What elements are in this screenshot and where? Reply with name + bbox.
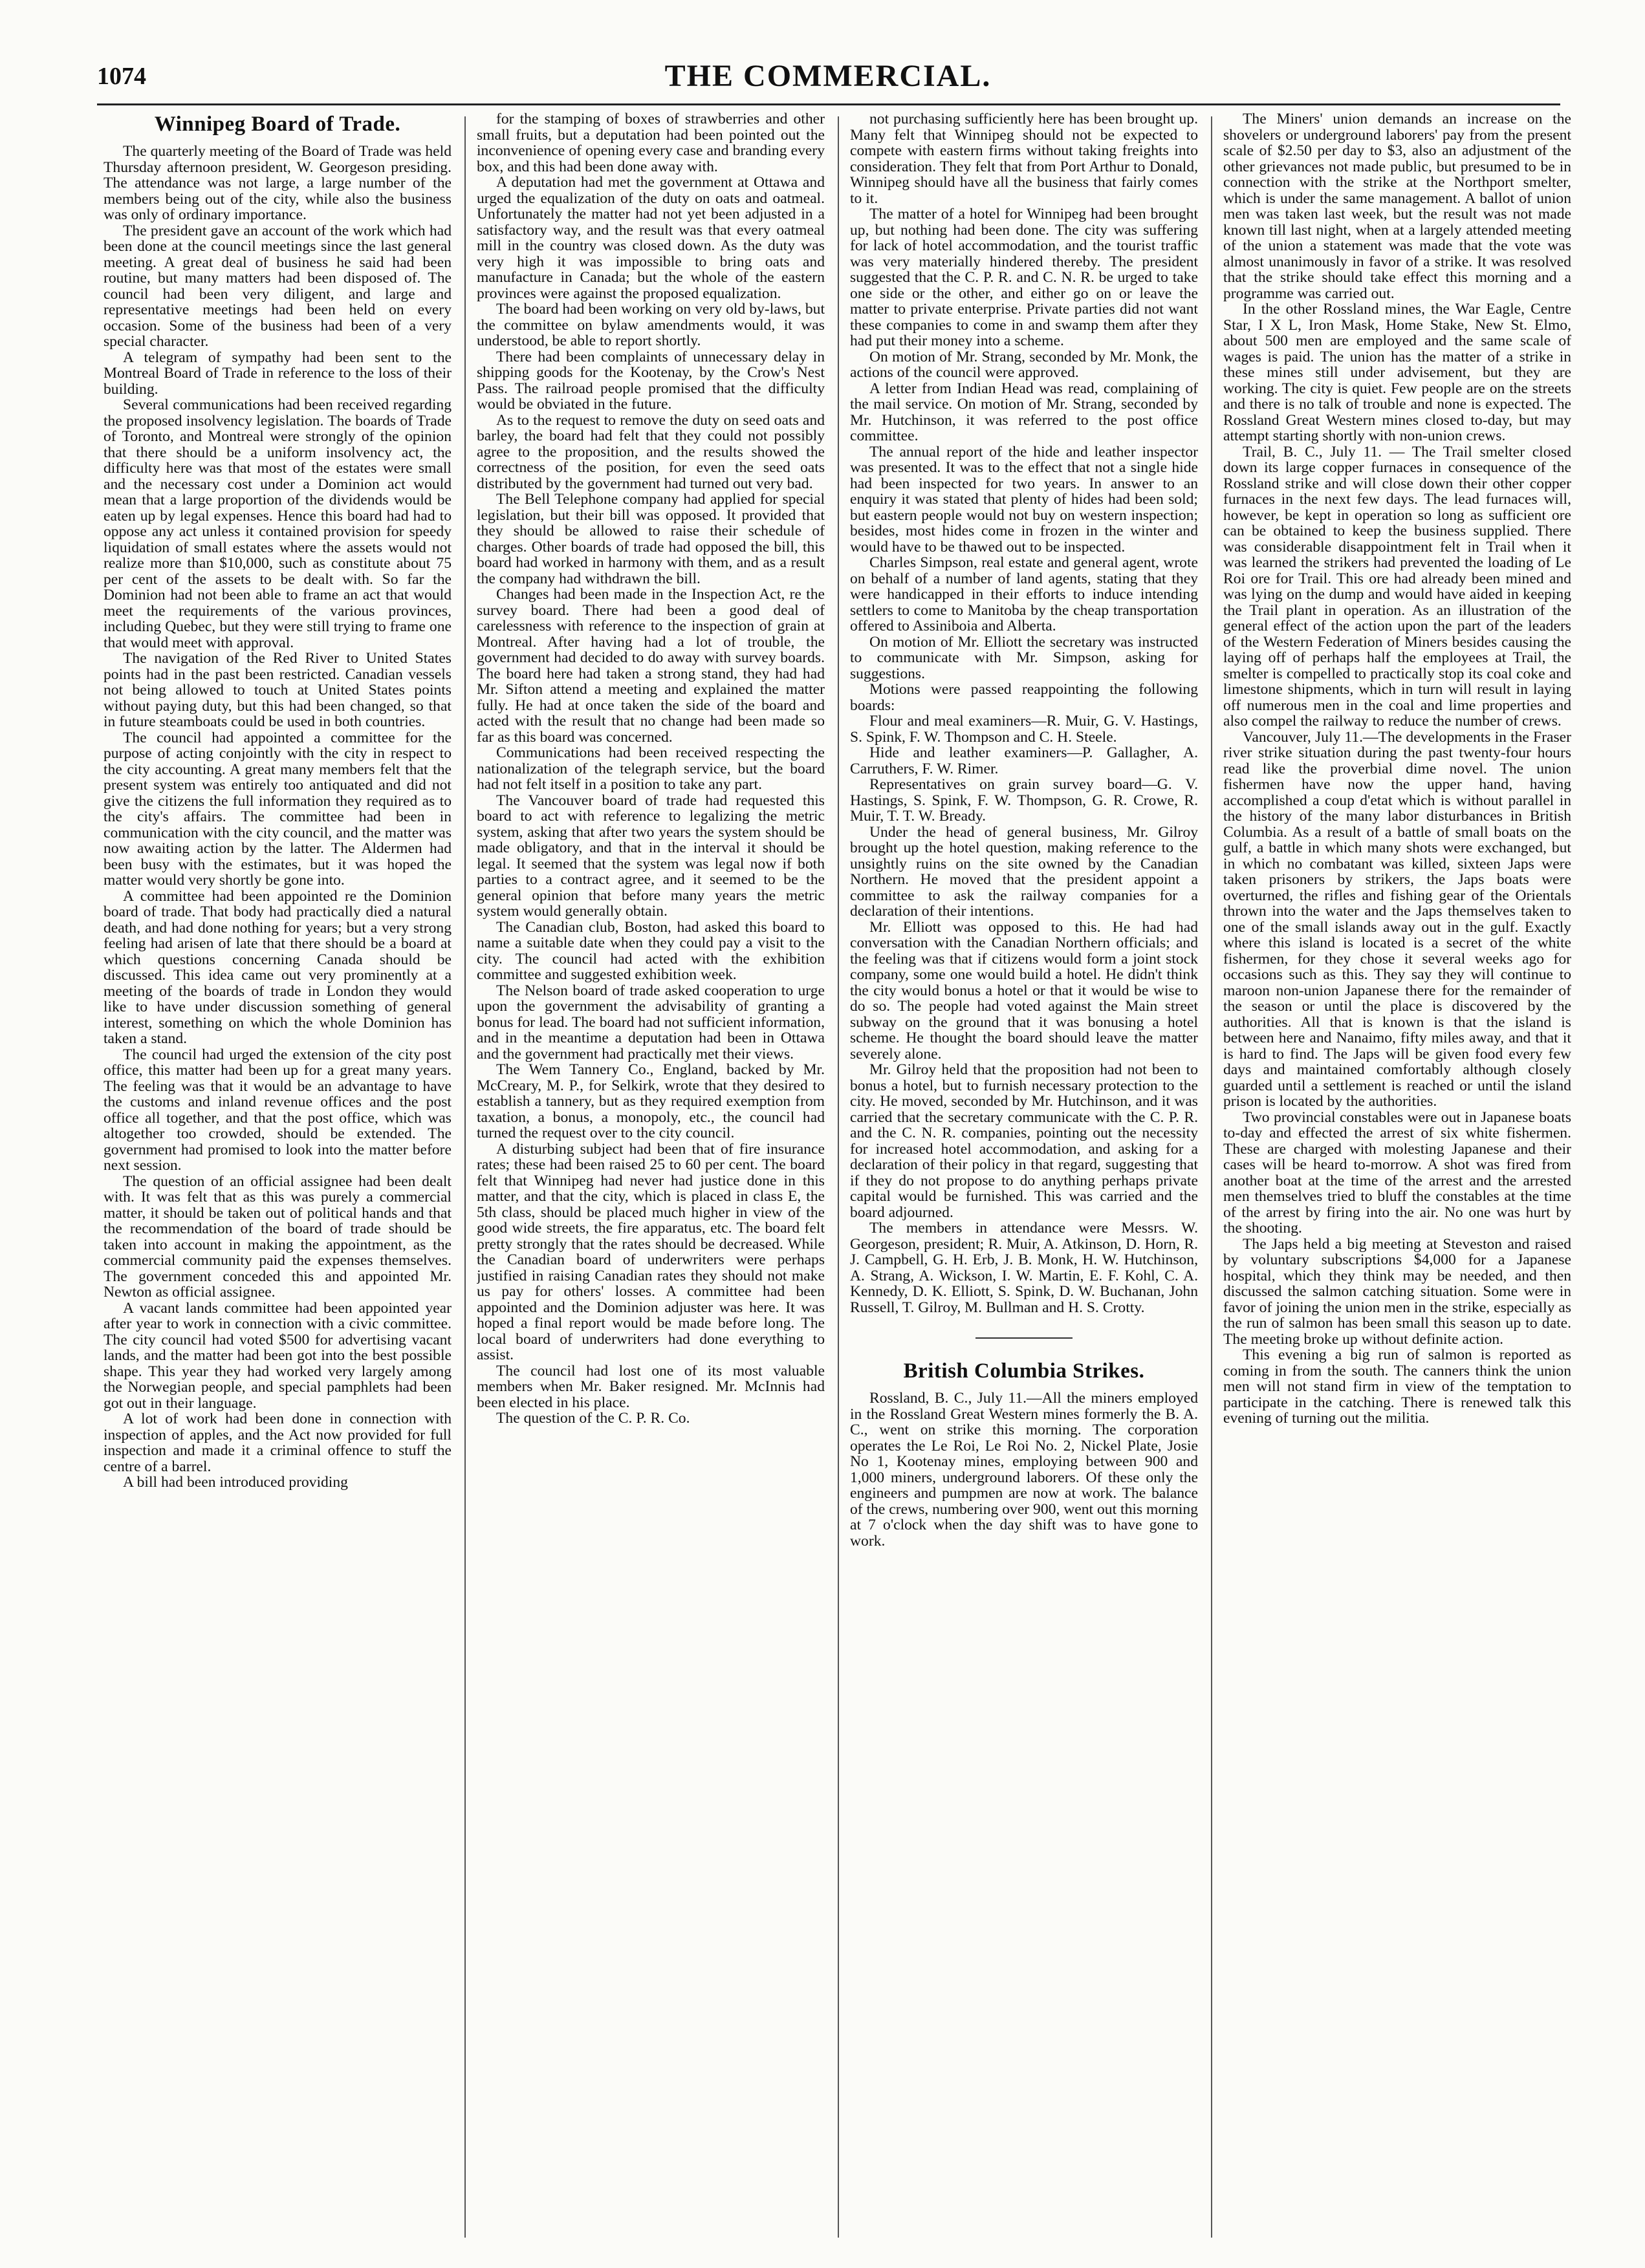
paragraph: As to the request to remove the duty on seed oats and barley, the board had felt that they could not possibly agree to the proposition, and the results showed the correctness of the position, for even the seed oats distributed by the government had turned out very bad.: [477, 411, 825, 492]
paragraph: A lot of work had been done in connection with inspection of apples, and the Act now provided for full inspection and made it a criminal offence to stuff the centre of a barrel.: [103, 1410, 452, 1475]
paragraph: A telegram of sympathy had been sent to the Montreal Board of Trade in reference to the loss of their building.: [103, 349, 452, 398]
paragraph: This evening a big run of salmon is reported as coming in from the south. The canners think the union men will not stand firm in view of the temptation to participate in the catching. There is renewed talk this evening of turning out the militia.: [1223, 1346, 1571, 1427]
paragraph: The annual report of the hide and leather inspector was presented. It was to the effect that not a single hide had been inspected for two years. In answer to an enquiry it was stated that plenty of hides had been sold; but eastern people would not buy on western inspection; besides, most hides come in frozen in the winter and would have to be thawed out to be inspected.: [850, 443, 1198, 556]
column-3: [850, 111, 1198, 2245]
paragraph: Rossland, B. C., July 11.—All the miners employed in the Rossland Great Western mines formerly the B. A. C., went on strike this morning. The corporation operates the Le Roi, Le Roi No. 2, Nickel Plate, Josie No 1, Kootenay mines, employing between 900 and 1,000 miners, underground laborers. Of these only the engineers and pumpmen are now at work. The balance of the crews, numbering over 900, went out this morning at 7 o'clock when the day shift was to have gone to work.: [850, 1390, 1198, 1550]
paragraph: A disturbing subject had been that of fire insurance rates; these had been raised 25 to 60 per cent. The board felt that Winnipeg had never had justice done in this matter, and that the city, which is placed in class E, the 5th class, should be placed much higher in view of the good wide streets, the fire apparatus, etc. The board felt pretty strongly that the rates should be decreased. While the Canadian board of underwriters were perhaps justified in raising Canadian rates they should not make us pay for others' losses. A committee had been appointed and the Dominion adjuster was here. It was hoped a final report would be made before long. The local board of underwriters had done everything to assist.: [477, 1140, 825, 1363]
paragraph: Trail, B. C., July 11. — The Trail smelter closed down its large copper furnaces in consequence of the Rossland strike and will close down their other copper furnaces in the next few days. The lead furnaces will, however, be kept in operation so long as sufficient ore can be obtained to keep the business supplied. There was considerable disappointment felt in Trail when it was learned the strikers had prevented the loading of Le Roi ore for Trail. This ore had already been mined and was lying on the dump and would have aided in keeping the Trail plant in operation. As an illustration of the general effect of the action upon the part of the leaders of the Western Federation of Miners besides causing the laying off of perhaps half the employees at Trail, the smelter is compelled to practically stop its coal coke and limestone shipments, which in turn will result in laying off numerous men in the coal and lime properties and also compel the railway to reduce the number of crews.: [1223, 443, 1571, 729]
paragraph: The council had urged the extension of the city post office, this matter had been up for a great many years. The feeling was that it would be an advantage to have the customs and inland revenue offices and the post office all together, and that the post office, which was altogether too crowded, should be extended. The government had promised to look into the matter before next session.: [103, 1046, 452, 1174]
paragraph: There had been complaints of unnecessary delay in shipping goods for the Kootenay, by the Crow's Nest Pass. The railroad people promised that the difficulty would be obviated in the future.: [477, 348, 825, 413]
paragraph: for the stamping of boxes of strawberries and other small fruits, but a deputation had been pointed out the inconvenience of opening every case and branding every box, and this had been done away with.: [477, 111, 825, 175]
paragraph: The Canadian club, Boston, had asked this board to name a suitable date when they could pay a visit to the city. The council had acted with the exhibition committee and suggested exhibition week.: [477, 918, 825, 983]
paragraph: A deputation had met the government at Ottawa and urged the equalization of the duty on oats and oatmeal. Unfortunately the matter had not yet been adjusted in a satisfactory way, and the result was that every oatmeal mill in the country was closed down. As the duty was very high it was impossible to bring oats and manufacture in Canada; but the whole of the eastern provinces were against the proposed equalization.: [477, 174, 825, 302]
header-rule: [97, 103, 1560, 105]
paragraph: Mr. Gilroy held that the proposition had not been to bonus a hotel, but to furnish necessary protection to the city. He moved, seconded by Mr. Hutchinson, and it was carried that the secretary communicate with the C. P. R. and the C. N. R. companies, pointing out the necessity for increased hotel accommodation, and asking for a declaration of their policy in that regard, suggesting that if they do not propose to do anything perhaps private capital would be furnished. This was carried and the board adjourned.: [850, 1061, 1198, 1221]
paragraph: The board had been working on very old by-laws, but the committee on bylaw amendments would, it was understood, be able to report shortly.: [477, 301, 825, 349]
article-heading: Winnipeg Board of Trade.: [154, 113, 401, 136]
paragraph: Under the head of general business, Mr. Gilroy brought up the hotel question, making reference to the unsightly ruins on the site owned by the Canadian Northern. He moved that the president appoint a committee to ask the railway companies for a declaration of their intentions.: [850, 823, 1198, 920]
paragraph: The Vancouver board of trade had requested this board to act with reference to legalizing the metric system, asking that after two years the system should be made obligatory, and that in the interval it should be legal. It seemed that the system was legal now if both parties to a contract agree, and it seemed to be the general opinion that before many years the metric system would generally obtain.: [477, 792, 825, 920]
column-divider: [1211, 116, 1212, 2238]
paragraph: The Japs held a big meeting at Steveston and raised by voluntary subscriptions $4,000 for a Japanese hospital, which they think may be needed, and then discussed the salmon catching situation. Some were in favor of joining the union men in the strike, especially as the run of salmon has been small this season up to date. The meeting broke up without definite action.: [1223, 1235, 1571, 1348]
article-heading: British Columbia Strikes.: [903, 1359, 1145, 1383]
paragraph: Mr. Elliott was opposed to this. He had had conversation with the Canadian Northern officials; and the feeling was that if citizens would form a joint stock company, some one would build a hotel. He didn't think the city would bonus a hotel or that it would be wise to do so. The people had voted against the Main street subway on the ground that it was bonusing a hotel scheme. He thought the board should leave the matter severely alone.: [850, 918, 1198, 1063]
paragraph: Several communications had been received regarding the proposed insolvency legislation. The boards of Trade of Toronto, and Montreal were strongly of the opinion that there should be a uniform insolvency act, the difficulty here was that most of the estates were small and the necessary cost under a Dominion act would mean that a large proportion of the dividends would be eaten up by legal expenses. Hence this board had had to oppose any act unless it contained provision for speedy liquidation of small estates where the assets would not realize more than $10,000, such as constitute about 75 per cent of the assets to be dealt with. So far the Dominion had not been able to frame an act that would meet the requirements of the various provinces, including Quebec, but they were still trying to frame one that would meet with approval.: [103, 396, 452, 651]
paragraph: In the other Rossland mines, the War Eagle, Centre Star, I X L, Iron Mask, Home Stake, New St. Elmo, about 500 men are employed and the same scale of wages is paid. The union has the matter of a strike in these mines still under advisement, but they are working. The city is quiet. Few people are on the streets and there is no talk of trouble and none is expected. The Rossland Great Western mines closed to-day, but may attempt starting shortly with non-union crews.: [1223, 301, 1571, 444]
paragraph: The Nelson board of trade asked cooperation to urge upon the government the advisability of granting a bonus for lead. The board had not sufficient information, and in the meantime a deputation had been in Ottawa and the government had practically met their views.: [477, 982, 825, 1063]
paragraph: Charles Simpson, real estate and general agent, wrote on behalf of a number of land agents, stating that they were handicapped in their efforts to induce intending settlers to come to Manitoba by the cheap transportation offered to Assiniboia and Alberta.: [850, 554, 1198, 634]
paragraph: On motion of Mr. Strang, seconded by Mr. Monk, the actions of the council were approved.: [850, 348, 1198, 381]
paragraph: Vancouver, July 11.—The developments in the Fraser river strike situation during the past twenty-four hours read like the proverbial dime novel. The union fishermen have now the upper hand, having accomplished a coup d'etat which is without parallel in the history of the many labor disturbances in British Columbia. As a result of a battle of small boats on the gulf, a battle in which many shots were exchanged, but in which no combatant was killed, sixteen Japs were taken prisoners by strikers, the Japs boats were overturned, the rifles and fishing gear of the Orientals thrown into the water and the Japs themselves taken to one of the small islands away out in the gulf. Exactly where this island is located is a secret of the white fishermen, for they chose it several weeks ago for occasions such as this. They say they will continue to maroon non-union Japanese there for the remainder of the season or until the place is discovered by the authorities. All that is known is that the island is between here and Nanaimo, fifty miles away, and that it is hard to find. The Japs will be given food every few days and maintained comfortably although closely guarded until a settlement is reached or until the island prison is located by the authorities.: [1223, 728, 1571, 1110]
paragraph: A vacant lands committee had been appointed year after year to work in connection with a civic committee. The city council had voted $500 for advertising vacant lands, and the matter had been got into the best possible shape. This year they had worked very largely among the Norwegian people, and special pamphlets had been got out in their language.: [103, 1299, 452, 1412]
paragraph: Flour and meal examiners—R. Muir, G. V. Hastings, S. Spink, F. W. Thompson and C. H. Steele.: [850, 713, 1198, 746]
paragraph: The Wem Tannery Co., England, backed by Mr. McCreary, M. P., for Selkirk, wrote that they desired to establish a tannery, but as they required exemption from taxation, a bonus, a monopoly, etc., the council had turned the request over to the city council.: [477, 1061, 825, 1141]
page-header: [97, 56, 1559, 101]
paragraph: The council had lost one of its most valuable members when Mr. Baker resigned. Mr. McInnis had been elected in his place.: [477, 1362, 825, 1411]
paragraph: Motions were passed reappointing the following boards:: [850, 681, 1198, 714]
column-divider: [838, 116, 839, 2238]
paragraph: Two provincial constables were out in Japanese boats to-day and effected the arrest of six white fishermen. These are charged with molesting Japanese and their cases will be heard to-morrow. A shot was fired from another boat at the time of the arrest and the arrested men themselves tried to bluff the constables at the time of the arrest by firing into the air. No one was hurt by the shooting.: [1223, 1108, 1571, 1237]
paragraph: The question of an official assignee had been dealt with. It was felt that as this was purely a commercial matter, it should be taken out of political hands and that the recommendation of the board of trade should be taken into account in making the appointment, as the commercial community paid the expenses themselves. The government conceded this and appointed Mr. Newton as official assignee.: [103, 1172, 452, 1301]
paragraph: The president gave an account of the work which had been done at the council meetings since the last general meeting. A great deal of business he said had been routine, but many matters had been disposed of. The council had been very diligent, and large and representative meetings had been held on every occasion. Some of the business had been of a very special character.: [103, 222, 452, 350]
paragraph: The members in attendance were Messrs. W. Georgeson, president; R. Muir, A. Atkinson, D. Horn, R. J. Campbell, G. H. Erb, J. B. Monk, H. W. Hutchinson, A. Strang, A. Wickson, I. W. Martin, E. F. Kohl, C. A. Kennedy, D. K. Elliott, S. Spink, D. W. Buchanan, John Russell, T. Gilroy, M. Bullman and H. S. Crotty.: [850, 1220, 1198, 1316]
paragraph: Changes had been made in the Inspection Act, re the survey board. There had been a good deal of carelessness with reference to the inspection of grain at Montreal. After having had a lot of trouble, the government had decided to do away with survey boards. The board here had taken a strong stand, they had had Mr. Sifton attend a meeting and explained the matter fully. He had at once taken the side of the board and acted with the result that no change had been made so far as this board was concerned.: [477, 586, 825, 746]
paragraph: A letter from Indian Head was read, complaining of the mail service. On motion of Mr. Strang, seconded by Mr. Hutchinson, it was referred to the post office committee.: [850, 380, 1198, 444]
paragraph: Communications had been received respecting the nationalization of the telegraph service, but the board had not felt itself in a position to take any part.: [477, 744, 825, 793]
paragraph: Hide and leather examiners—P. Gallagher, A. Carruthers, F. W. Rimer.: [850, 744, 1198, 777]
paragraph: A bill had been introduced providing: [123, 1474, 348, 1491]
paragraph: The council had appointed a committee for the purpose of acting conjointly with the city in respect to the city accounting. A great many members felt that the present system was entirely too antiquated and did not give the citizens the full information they required as to the city's affairs. The committee had been in communication with the city council, and the matter was now awaiting action by the latter. The Aldermen had been busy with the estimates, but it was hoped the matter would very shortly be gone into.: [103, 729, 452, 889]
column-1: [103, 111, 452, 2245]
paragraph: The navigation of the Red River to United States points had in the past been restricted. Canadian vessels not being allowed to touch at United States points without paying duty, but this had been changed, so that in future steamboats could be used in both countries.: [103, 650, 452, 730]
paragraph: The quarterly meeting of the Board of Trade was held Thursday afternoon president, W. Georgeson presiding. The attendance was not large, a large number of the members being out of the city, while also the business was only of ordinary importance.: [103, 143, 452, 223]
paragraph: A committee had been appointed re the Dominion board of trade. That body had practically died a natural death, and had done nothing for years; but a very strong feeling had arisen of late that there should be a board at which questions concerning Canada should be discussed. This idea came out very prominently at a meeting of the boards of trade in London they would like to have under discussion something of general interest, something on which the whole Dominion has taken a stand.: [103, 887, 452, 1047]
paragraph: The matter of a hotel for Winnipeg had been brought up, but nothing had been done. The city was suffering for lack of hotel accommodation, and the tourist traffic was very materially hindered thereby. The president suggested that the C. P. R. and C. N. R. be urged to take one side or the other, and either go on or leave the matter to private enterprise. Private parties did not want these companies to come in and swamp them after they had put their money into a scheme.: [850, 206, 1198, 349]
section-rule: [975, 1337, 1073, 1339]
paragraph: The Bell Telephone company had applied for special legislation, but their bill was opposed. It provided that they should be allowed to raise their schedule of charges. Other boards of trade had opposed the bill, this board had worked in harmony with them, and as a result the company had withdrawn the bill.: [477, 491, 825, 587]
column-2: [477, 111, 825, 2245]
paragraph: Representatives on grain survey board—G. V. Hastings, S. Spink, F. W. Thompson, G. R. Crowe, R. Muir, T. T. W. Bready.: [850, 776, 1198, 825]
paragraph: The question of the C. P. R. Co.: [496, 1410, 690, 1427]
paragraph: The Miners' union demands an increase on the shovelers or underground laborers' pay from the present scale of $2.50 per day to $3, also an adjustment of the other grievances not made public, but presumed to be in connection with the strike at the Northport smelter, which is under the same management. A ballot of union men was taken last week, but the result was not made known till last night, when at a largely attended meeting of the union a statement was made that the vote was almost unanimously in favor of a strike. It was resolved that the strike should take effect this morning and a programme was carried out.: [1223, 111, 1571, 302]
column-4: [1223, 111, 1571, 2245]
journal-title: THE COMMERCIAL.: [664, 59, 992, 93]
paragraph: On motion of Mr. Elliott the secretary was instructed to communicate with Mr. Simpson, asking for suggestions.: [850, 633, 1198, 682]
page-number: 1074: [97, 63, 146, 90]
paragraph: not purchasing sufficiently here has been brought up. Many felt that Winnipeg should not be expected to compete with eastern firms without taking freights into consideration. They felt that from Port Arthur to Donald, Winnipeg should have all the business that fairly comes to it.: [850, 111, 1198, 207]
column-divider: [464, 116, 466, 2238]
article-columns: [103, 111, 1571, 2252]
